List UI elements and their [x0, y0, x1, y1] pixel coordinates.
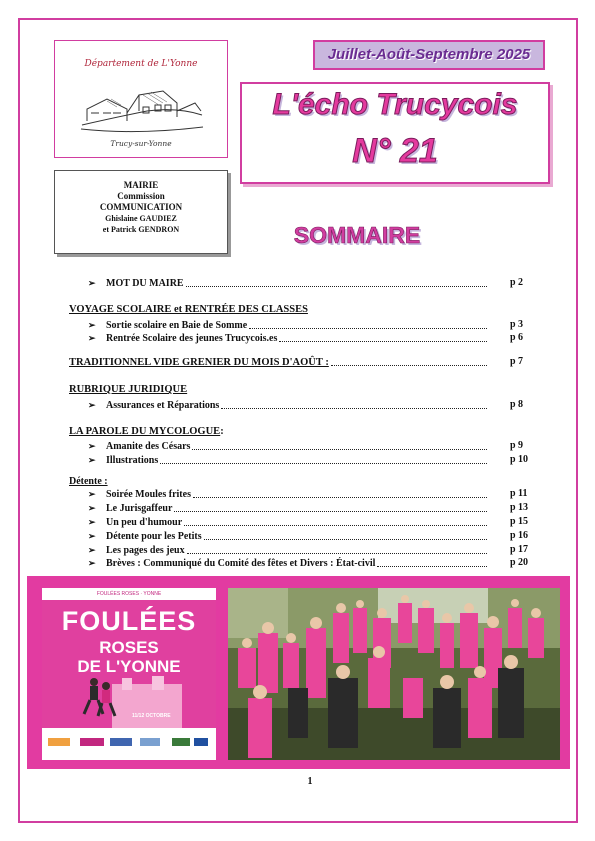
poster-date: 11/12 OCTOBRE — [132, 713, 171, 719]
logo-caption-top: Département de L'Yonne — [84, 59, 198, 69]
toc-item[interactable]: ➢ Illustrations — [88, 454, 490, 466]
arrow-bullet-icon: ➢ — [88, 455, 96, 465]
foulees-roses-group-photo — [228, 588, 560, 760]
leader-dots — [187, 552, 487, 554]
arrow-bullet-icon: ➢ — [88, 517, 96, 527]
toc-page-number: p 11 — [510, 488, 528, 499]
arrow-bullet-icon: ➢ — [88, 489, 96, 499]
leader-dots — [249, 327, 487, 329]
arrow-bullet-icon: ➢ — [88, 558, 96, 568]
toc-item[interactable]: ➢ Brèves : Communiqué du Comité des fêtes et Divers : État-civil — [88, 557, 490, 569]
newsletter-title: L'écho Trucycois — [272, 88, 518, 121]
arrow-bullet-icon: ➢ — [88, 441, 96, 451]
arrow-bullet-icon: ➢ — [88, 531, 96, 541]
toc-item[interactable]: ➢ Un peu d'humour — [88, 516, 490, 528]
poster-subtitle-2: DE L'YONNE — [77, 657, 181, 676]
toc-page-number: p 3 — [510, 319, 524, 330]
section-heading-voyage: VOYAGE SCOLAIRE et RENTRÉE DES CLASSES — [69, 304, 308, 315]
toc-item[interactable]: TRADITIONNEL VIDE GRENIER DU MOIS D'AOÛT : — [69, 356, 490, 368]
toc-item[interactable]: ➢ Détente pour les Petits — [88, 530, 490, 542]
leader-dots — [221, 407, 487, 409]
toc-page-number: p 20 — [510, 557, 529, 568]
editor-2: et Patrick GENDRON — [102, 225, 180, 234]
toc-page-number: p 6 — [510, 332, 524, 343]
toc-item[interactable]: ➢ Assurances et Réparations — [88, 399, 490, 411]
section-heading-juridique: RUBRIQUE JURIDIQUE — [69, 384, 188, 395]
toc-page-number: p 7 — [510, 356, 524, 367]
communication-label: COMMUNICATION — [99, 202, 183, 212]
arrow-bullet-icon: ➢ — [88, 333, 96, 343]
issue-number: N° 21 — [352, 132, 438, 170]
issue-date: Juillet-Août-Septembre 2025 — [313, 40, 545, 70]
sponsor-logos — [48, 734, 210, 754]
toc-item[interactable]: ➢ MOT DU MAIRE — [88, 277, 490, 289]
logo-caption-bottom: Trucy-sur-Yonne — [110, 139, 172, 148]
leader-dots — [279, 340, 487, 342]
poster-top-line: FOULÉES ROSES · YONNE — [42, 588, 216, 600]
poster-subtitle: ROSES — [99, 638, 159, 657]
leader-dots — [192, 448, 487, 450]
leader-dots — [331, 364, 487, 366]
toc-page-number: p 15 — [510, 516, 529, 527]
toc-page-number: p 8 — [510, 399, 524, 410]
toc-page-number: p 2 — [510, 277, 524, 288]
toc-page-number: p 10 — [510, 454, 529, 465]
arrow-bullet-icon: ➢ — [88, 545, 96, 555]
leader-dots — [193, 496, 487, 498]
leader-dots — [377, 565, 487, 567]
toc-page-number: p 9 — [510, 440, 524, 451]
toc-page-number: p 17 — [510, 544, 529, 555]
leader-dots — [160, 462, 487, 464]
leader-dots — [174, 510, 487, 512]
leader-dots — [184, 524, 487, 526]
mairie-label: MAIRIE — [123, 180, 159, 190]
editor-1: Ghislaine GAUDIEZ — [105, 214, 177, 223]
toc-item[interactable]: ➢ Amanite des Césars — [88, 440, 490, 452]
sommaire-heading: SOMMAIRE — [293, 222, 421, 248]
poster-title: FOULÉES — [61, 606, 197, 636]
crowd-in-pink-photo — [228, 588, 560, 760]
toc-item[interactable]: ➢ Rentrée Scolaire des jeunes Trucycois.es — [88, 332, 490, 344]
section-heading-detente: Détente : — [69, 476, 108, 487]
toc-page-number: p 16 — [510, 530, 529, 541]
arrow-bullet-icon: ➢ — [88, 278, 96, 288]
arrow-bullet-icon: ➢ — [88, 400, 96, 410]
toc-page-number: p 13 — [510, 502, 529, 513]
toc-item[interactable]: ➢ Sortie scolaire en Baie de Somme — [88, 319, 490, 331]
leader-dots — [186, 285, 487, 287]
leader-dots — [204, 538, 487, 540]
runners-illustration — [42, 676, 216, 728]
toc-item[interactable]: ➢ Les pages des jeux — [88, 544, 490, 556]
foulees-roses-poster — [42, 588, 216, 760]
arrow-bullet-icon: ➢ — [88, 503, 96, 513]
section-heading-mycologue: LA PAROLE DU MYCOLOGUE: — [69, 426, 224, 437]
commission-label: Commission — [117, 191, 165, 201]
arrow-bullet-icon: ➢ — [88, 320, 96, 330]
toc-item[interactable]: ➢ Le Jurisgaffeur — [88, 502, 490, 514]
toc-item[interactable]: ➢ Soirée Moules frites — [88, 488, 490, 500]
page-number: 1 — [307, 776, 313, 787]
